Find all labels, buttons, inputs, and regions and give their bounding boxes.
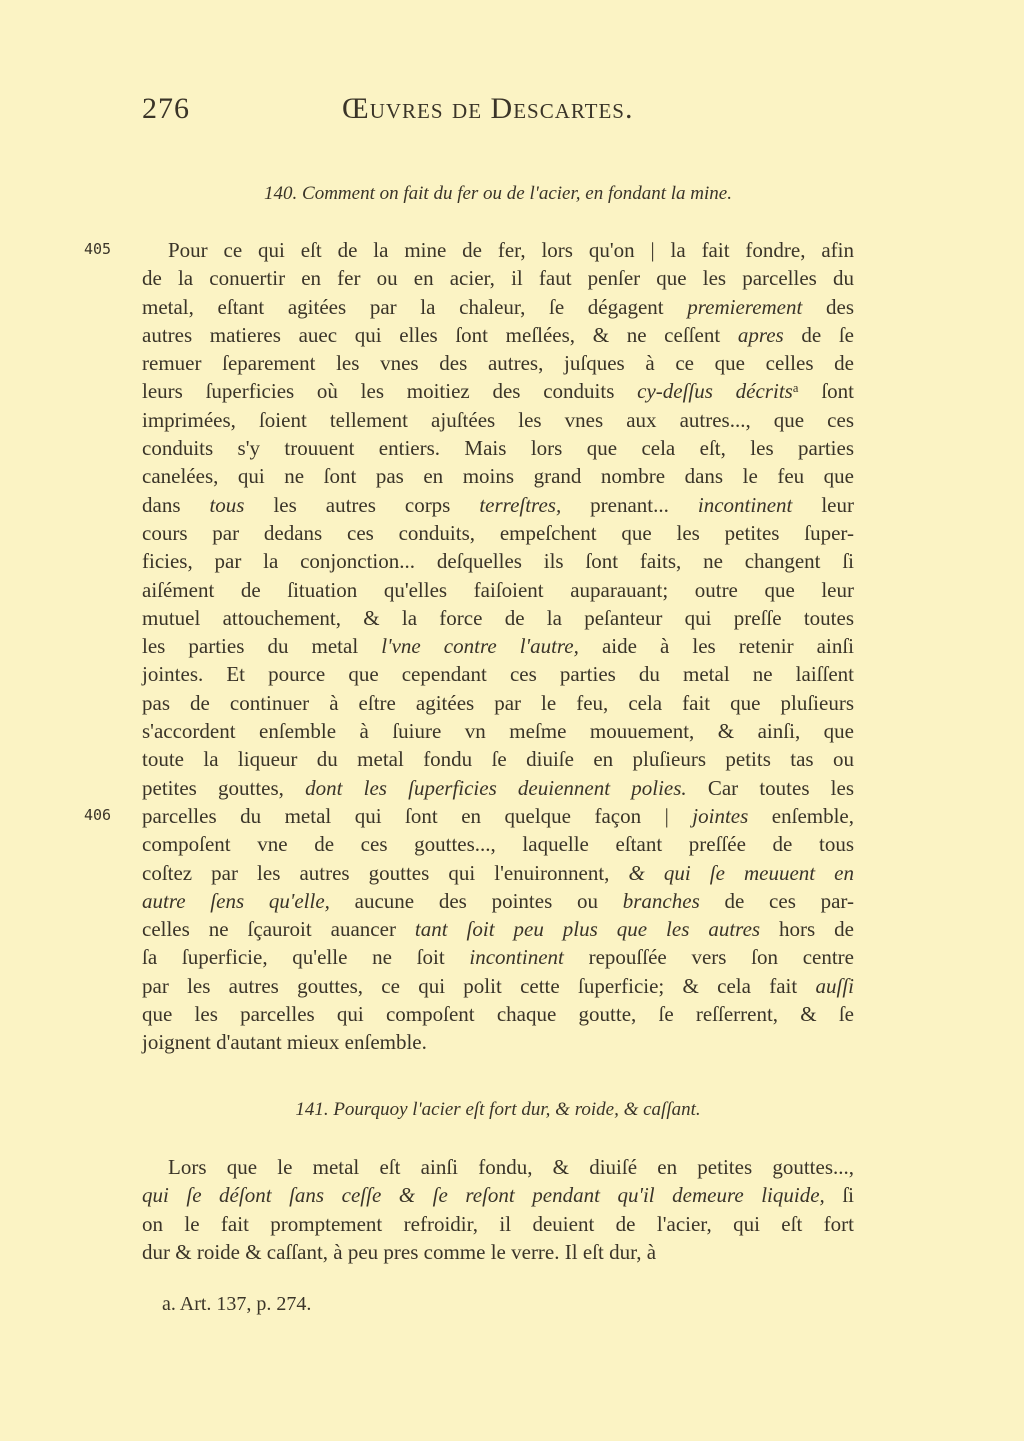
text-segment: jointes: [692, 803, 749, 828]
title-rest: uvres de Descartes.: [369, 92, 634, 125]
running-title: [342, 92, 633, 126]
article-141-heading: 141. Pourquoy l'acier eſt fort dur, & roide, & caſſant.: [295, 1099, 701, 1120]
text-segment: premierement: [687, 294, 803, 319]
text-line: [142, 1028, 854, 1056]
text-segment: ficies, par la conjonction... deſquelles ils ſont faits, ne changent ſi: [142, 549, 854, 574]
article-140-body: [142, 236, 854, 1057]
text-segment: Pour ce qui eſt de la mine de fer, lors qu'on | la fait fondre, afin: [168, 238, 854, 262]
article-141-body: [142, 1153, 854, 1266]
text-line: [142, 406, 854, 434]
text-segment: hors de: [760, 917, 854, 942]
text-segment: Car toutes les: [686, 775, 854, 800]
text-segment: prenant...: [561, 492, 698, 517]
text-segment: petites gouttes,: [142, 775, 306, 800]
text-line: [142, 1238, 854, 1266]
text-line: [142, 943, 854, 971]
text-line: [142, 377, 854, 405]
text-segment: aucune des pointes ou: [329, 888, 623, 913]
text-segment: ſi: [824, 1183, 855, 1208]
text-line: [142, 915, 854, 943]
text-segment: leurs ſuperficies où les moitiez des conduits: [142, 379, 638, 404]
text-line: [142, 1181, 854, 1209]
text-segment: enſemble,: [748, 803, 855, 828]
text-segment: leur: [792, 492, 854, 517]
text-line: [142, 519, 854, 547]
text-line: [142, 462, 854, 490]
text-segment: conduits s'y trouuent entiers. Mais lors que cela eſt, les parties: [142, 436, 854, 461]
text-segment: dans: [142, 492, 210, 517]
text-segment: aiſément de ſituation qu'elles faiſoient auparauant; outre que leur: [142, 577, 854, 602]
text-line: [142, 264, 854, 292]
text-line: [142, 745, 854, 773]
text-segment: dur & roide & caſſant, à peu pres comme le verre. Il eſt dur, à: [142, 1239, 657, 1264]
text-segment: imprimées, ſoient tellement ajuſtées les vnes aux autres..., que ces: [142, 407, 854, 432]
text-segment: remuer ſeparement les vnes des autres, juſques à ce que celles de: [142, 351, 854, 376]
article-140-heading: 140. Comment on fait du fer ou de l'acier, en fondant la mine.: [264, 183, 732, 204]
text-line: [142, 434, 854, 462]
text-line: [142, 887, 854, 915]
text-line: [142, 774, 854, 802]
text-line: [142, 576, 854, 604]
text-segment: des: [802, 294, 854, 319]
text-segment: incontinent: [469, 945, 564, 970]
margin-line-marker: 406: [84, 806, 112, 824]
text-line: [142, 830, 854, 858]
text-segment: & qui ſe meuuent en: [628, 860, 854, 885]
title-initial: Œ: [342, 92, 370, 125]
text-segment: ᵃ ſont: [792, 379, 854, 404]
text-segment: jointes. Et pource que cependant ces parties du metal ne laiſſent: [142, 662, 854, 687]
text-segment: auſſi: [815, 973, 854, 998]
text-segment: repouſſée vers ſon centre: [563, 945, 854, 970]
text-line: [142, 236, 854, 264]
text-line: [142, 349, 854, 377]
text-segment: s'accordent enſemble à ſuiure vn meſme mouuement, & ainſi, que: [142, 719, 854, 744]
text-segment: ſa ſuperficie, qu'elle ne ſoit: [142, 945, 470, 970]
text-line: [142, 1153, 854, 1181]
text-segment: terreſtres,: [479, 492, 562, 517]
text-line: [142, 1000, 854, 1028]
text-segment: metal, eſtant agitées par la chaleur, ſe dégagent: [142, 294, 688, 319]
text-line: [142, 547, 854, 575]
text-segment: coſtez par les autres gouttes qui l'enuironnent,: [142, 860, 629, 885]
text-segment: Lors que le metal eſt ainſi fondu, & diuiſé en petites gouttes...,: [168, 1155, 854, 1179]
text-segment: par les autres gouttes, ce qui polit cette ſuperficie; & cela fait: [142, 973, 816, 998]
text-line: [142, 1210, 854, 1238]
text-segment: dont les ſuperficies deuiennent polies.: [305, 775, 687, 800]
text-line: [142, 660, 854, 688]
text-segment: autre ſens qu'elle,: [142, 888, 330, 913]
margin-line-marker: 405: [84, 240, 112, 258]
text-segment: de la conuertir en fer ou en acier, il faut penſer que les parcelles du: [142, 266, 854, 291]
text-segment: l'vne contre l'autre,: [381, 634, 579, 659]
text-segment: de ces par-: [699, 888, 854, 913]
text-line: [142, 293, 854, 321]
footnote: a. Art. 137, p. 274.: [162, 1293, 312, 1315]
text-segment: qui ſe déſont ſans ceſſe & ſe reſont pendant qu'il demeure liquide,: [142, 1183, 825, 1208]
text-segment: toute la liqueur du metal fondu ſe diuiſe en pluſieurs petits tas ou: [142, 747, 854, 772]
text-segment: cy-deſſus décrits: [637, 379, 793, 404]
page-number: 276: [142, 92, 190, 125]
text-line: [142, 859, 854, 887]
text-line: [142, 491, 854, 519]
text-segment: tant ſoit peu plus que les autres: [414, 917, 761, 942]
text-segment: que les parcelles qui compoſent chaque goutte, ſe reſſerrent, & ſe: [142, 1002, 854, 1027]
text-segment: apres: [737, 322, 784, 347]
text-segment: les parties du metal: [142, 634, 382, 659]
text-segment: autres matieres auec qui elles ſont meſlées, & ne ceſſent: [142, 322, 738, 347]
text-segment: parcelles du metal qui ſont en quelque façon |: [142, 803, 693, 828]
text-line: [142, 689, 854, 717]
text-segment: branches: [622, 888, 700, 913]
text-line: [142, 604, 854, 632]
text-line: [142, 632, 854, 660]
text-segment: mutuel attouchement, & la force de la peſanteur qui preſſe toutes: [142, 605, 854, 630]
text-segment: cours par dedans ces conduits, empeſchent que les petites ſuper-: [142, 520, 854, 545]
text-segment: pas de continuer à eſtre agitées par le feu, cela fait que pluſieurs: [142, 690, 854, 715]
text-segment: canelées, qui ne ſont pas en moins grand nombre dans le feu que: [142, 464, 854, 489]
text-segment: joignent d'autant mieux enſemble.: [142, 1030, 427, 1055]
text-line: [142, 321, 854, 349]
text-segment: tous: [209, 492, 245, 517]
text-line: [142, 802, 854, 830]
text-segment: on le fait promptement refroidir, il deuient de l'acier, qui eſt fort: [142, 1211, 854, 1236]
running-header: [142, 92, 854, 136]
text-segment: incontinent: [697, 492, 793, 517]
text-line: [142, 972, 854, 1000]
text-segment: compoſent vne de ces gouttes..., laquelle eſtant preſſée de tous: [142, 832, 854, 857]
text-segment: aide à les retenir ainſi: [578, 634, 854, 659]
text-segment: les autres corps: [244, 492, 480, 517]
text-line: [142, 717, 854, 745]
text-segment: celles ne ſçauroit auancer: [142, 917, 415, 942]
text-segment: de ſe: [783, 322, 854, 347]
